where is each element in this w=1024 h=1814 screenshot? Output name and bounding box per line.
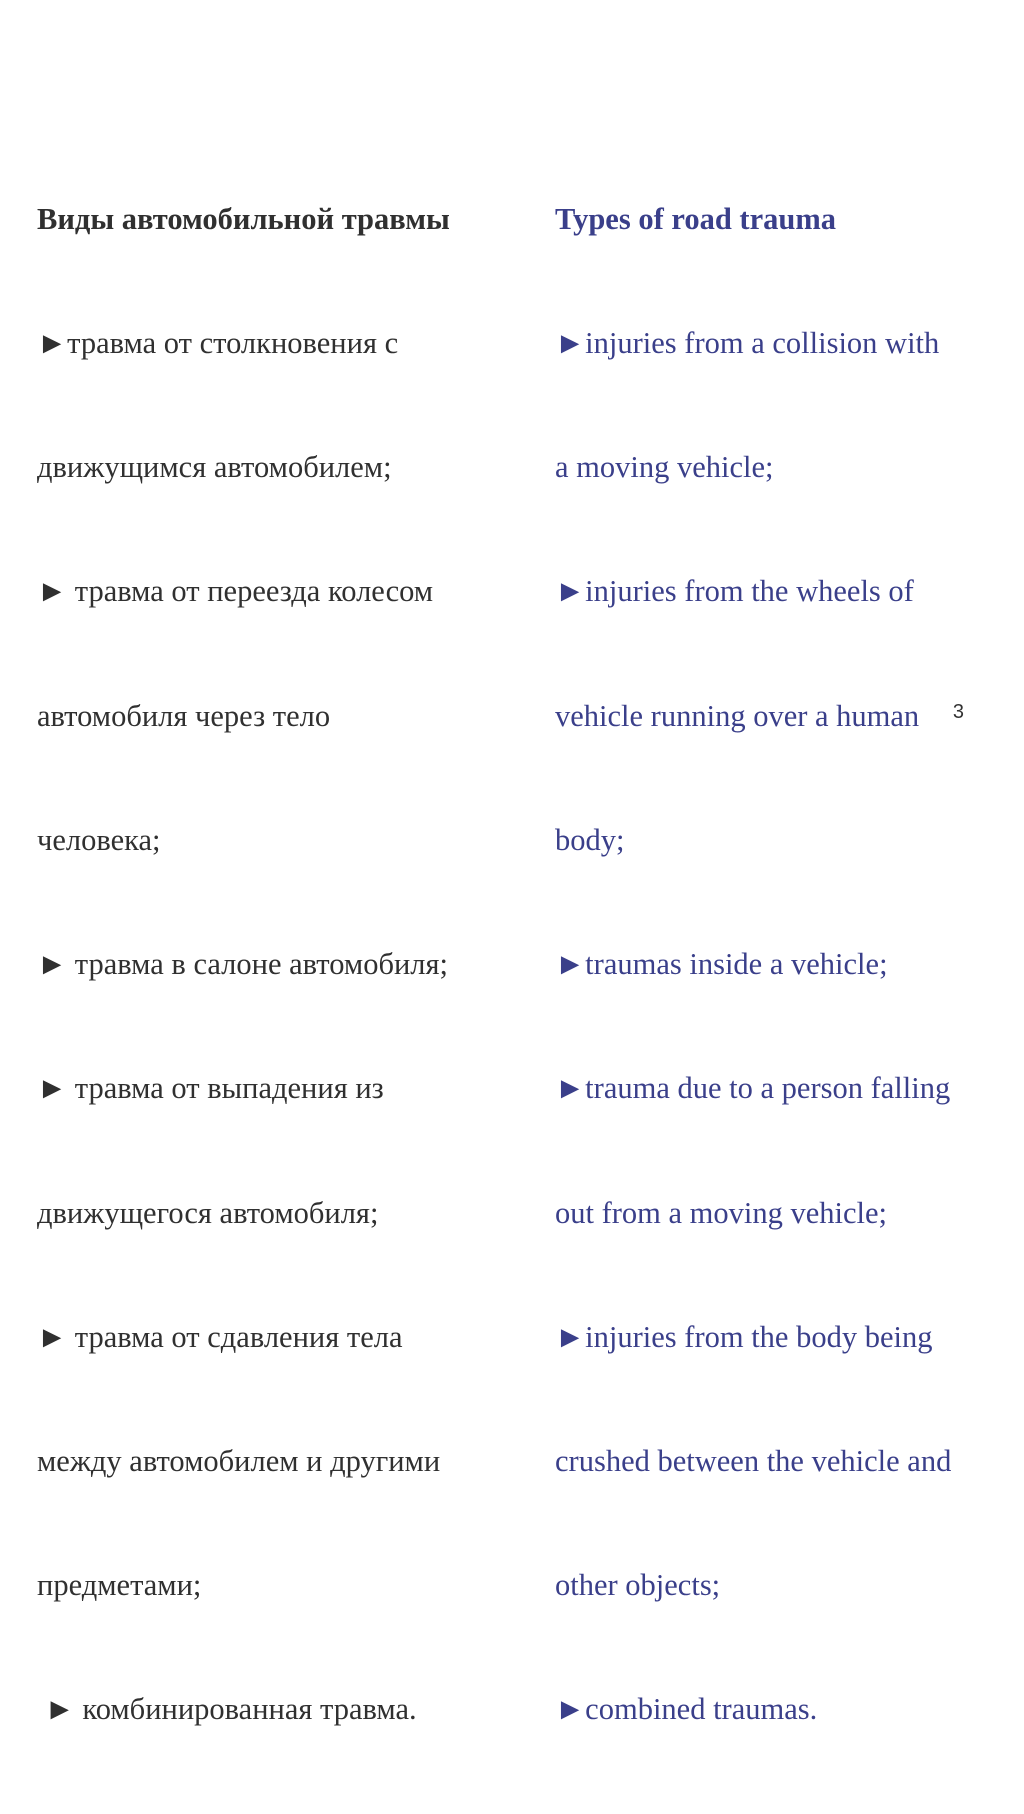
english-line: body; (555, 822, 625, 857)
russian-line: ►травма от столкновения с (37, 326, 399, 361)
russian-line: движущегося автомобиля; (37, 1195, 379, 1230)
russian-line: движущимся автомобилем; (37, 450, 392, 485)
page-number: 3 (952, 701, 964, 723)
russian-line: ► травма от выпадения из (37, 1071, 384, 1106)
english-line: crushed between the vehicle and (555, 1444, 952, 1478)
russian-title: Виды автомобильной травмы (37, 201, 450, 236)
english-line: ►injuries from the body being (555, 1319, 933, 1354)
russian-line: ► травма от сдавления тела (37, 1319, 403, 1354)
russian-line: между автомобилем и другими (37, 1444, 441, 1478)
english-line: ►traumas inside a vehicle; (555, 947, 888, 982)
russian-line: ► травма в салоне автомобиля; (37, 947, 449, 982)
english-line: ►trauma due to a person falling (555, 1071, 951, 1106)
russian-line: автомобиля через тело (37, 698, 331, 733)
english-line: ►injuries from the wheels of (555, 574, 914, 609)
english-column (555, 116, 1015, 1814)
english-line: out from a moving vehicle; (555, 1195, 888, 1230)
english-line: ►injuries from a collision with (555, 326, 940, 361)
english-line: vehicle running over a human (555, 698, 920, 733)
english-line: other objects; (555, 1568, 721, 1603)
russian-line: предметами; (37, 1568, 202, 1603)
russian-line: ► комбинированная травма. (37, 1692, 417, 1727)
russian-line: человека; (37, 822, 161, 857)
english-line: a moving vehicle; (555, 450, 774, 485)
english-line: ►combined traumas. (555, 1692, 818, 1727)
russian-column (37, 116, 517, 1814)
russian-line: ► травма от переезда колесом (37, 574, 434, 609)
english-title: Types of road trauma (555, 201, 836, 236)
